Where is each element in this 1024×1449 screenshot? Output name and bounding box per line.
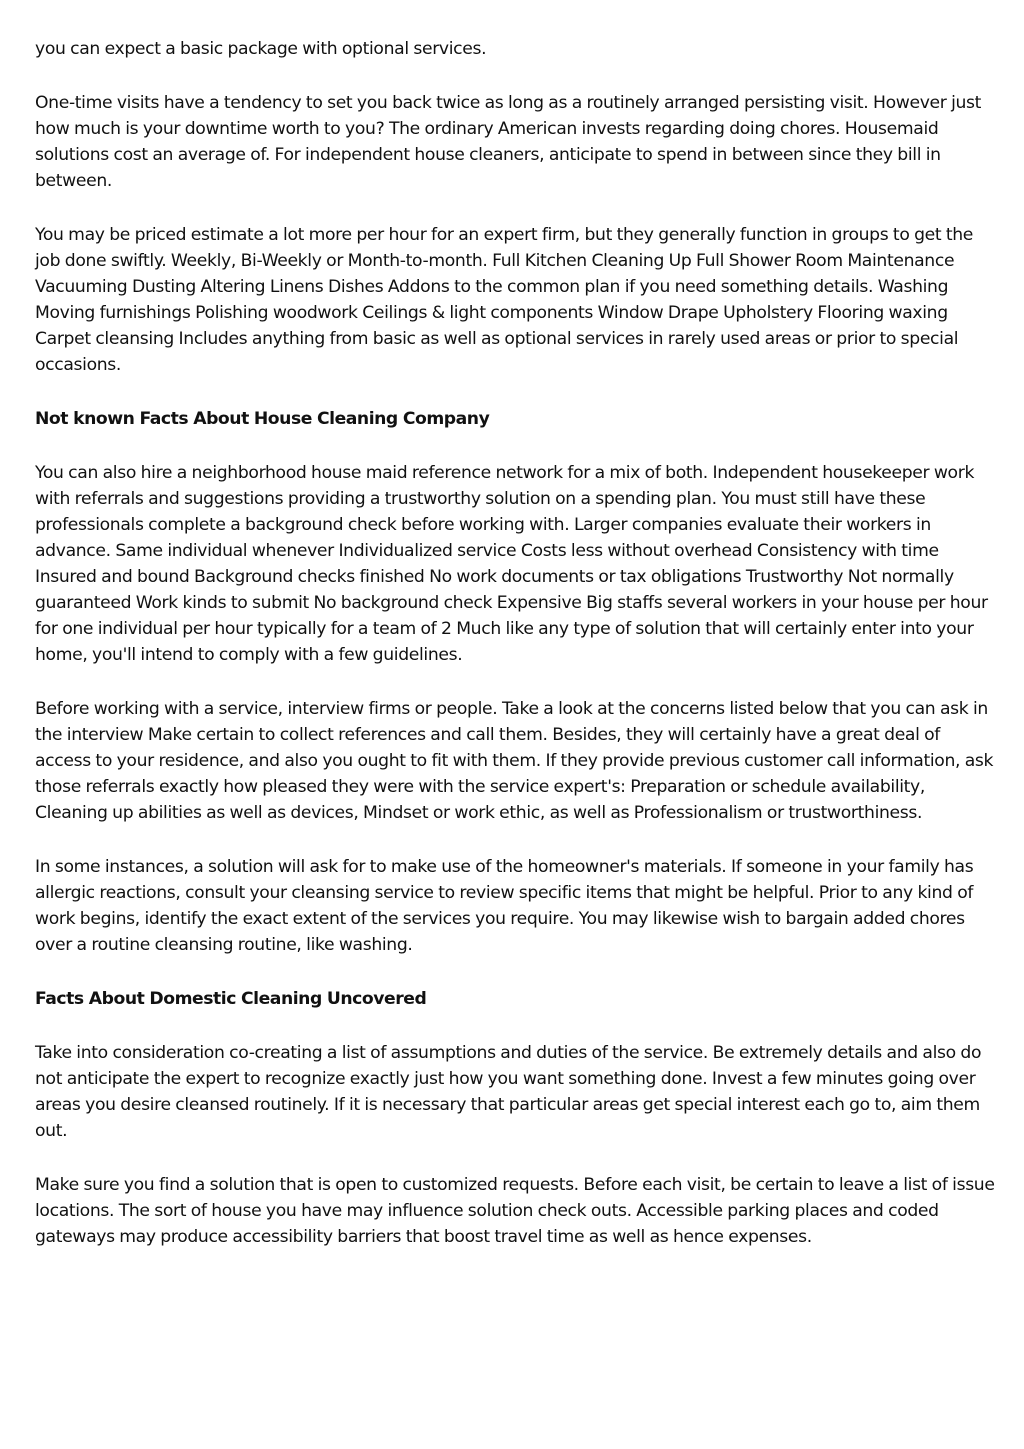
section-heading-domestic-cleaning: Facts About Domestic Cleaning Uncovered bbox=[35, 989, 427, 1009]
paragraph-one-time-visits: One-time visits have a tendency to set you back twice as long as a routinely arranged persisting visit. However just how much is your downtime worth to you? The ordinary American invests regarding doing chores. Housemaid solutions cost an average of. For independent house cleaners, anticipate to spend in between since they bill in between. bbox=[35, 93, 982, 191]
paragraph-intro-continuation: you can expect a basic package with optional services. bbox=[35, 39, 487, 59]
paragraph-homeowner-materials: In some instances, a solution will ask for to make use of the homeowner's materials. If someone in your family has allergic reactions, consult your cleansing service to review specific items that might be helpful. Prior to any kind of work begins, identify the exact extent of the services you require. You may likewise wish to bargain added chores over a routine cleansing routine, like washing. bbox=[35, 857, 974, 955]
paragraph-customized-requests: Make sure you find a solution that is open to customized requests. Before each visit, be certain to leave a list of issue locations. The sort of house you have may influence solution check outs. Accessible parking places and coded gateways may produce accessibility barriers that boost travel time as well as hence expenses. bbox=[35, 1175, 995, 1247]
paragraph-reference-network: You can also hire a neighborhood house maid reference network for a mix of both. Independent housekeeper work with referrals and suggestions providing a trustworthy solution on a spending plan. You must still have these professionals complete a background check before working with. Larger companies evaluate their workers in advance. Same individual whenever Individualized service Costs less without overhead Consistency with time Insured and bound Background checks finished No work documents or tax obligations Trustworthy Not normally guaranteed Work kinds to submit No background check Expensive Big staffs several workers in your house per hour for one individual per hour typically for a team of 2 Much like any type of solution that will certainly enter into your home, you'll intend to comply with a few guidelines. bbox=[35, 463, 988, 665]
document-page bbox=[35, 36, 995, 1278]
section-heading-house-cleaning-company: Not known Facts About House Cleaning Company bbox=[35, 409, 490, 429]
paragraph-interview-references: Before working with a service, interview firms or people. Take a look at the concerns listed below that you can ask in the interview Make certain to collect references and call them. Besides, they will certainly have a great deal of access to your residence, and also you ought to fit with them. If they provide previous customer call information, ask those referrals exactly how pleased they were with the service expert's: Preparation or schedule availability, Cleaning up abilities as well as devices, Mindset or work ethic, as well as Professionalism or trustworthiness. bbox=[35, 699, 994, 823]
paragraph-expert-firm-services: You may be priced estimate a lot more per hour for an expert firm, but they generally function in groups to get the job done swiftly. Weekly, Bi-Weekly or Month-to-month. Full Kitchen Cleaning Up Full Shower Room Maintenance Vacuuming Dusting Altering Linens Dishes Addons to the common plan if you need something details. Washing Moving furnishings Polishing woodwork Ceilings & light components Window Drape Upholstery Flooring waxing Carpet cleansing Includes anything from basic as well as optional services in rarely used areas or prior to special occasions. bbox=[35, 225, 974, 375]
paragraph-assumptions-duties: Take into consideration co-creating a list of assumptions and duties of the service. Be extremely details and also do not anticipate the expert to recognize exactly just how you want something done. Invest a few minutes going over areas you desire cleansed routinely. If it is necessary that particular areas get special interest each go to, aim them out. bbox=[35, 1043, 982, 1141]
